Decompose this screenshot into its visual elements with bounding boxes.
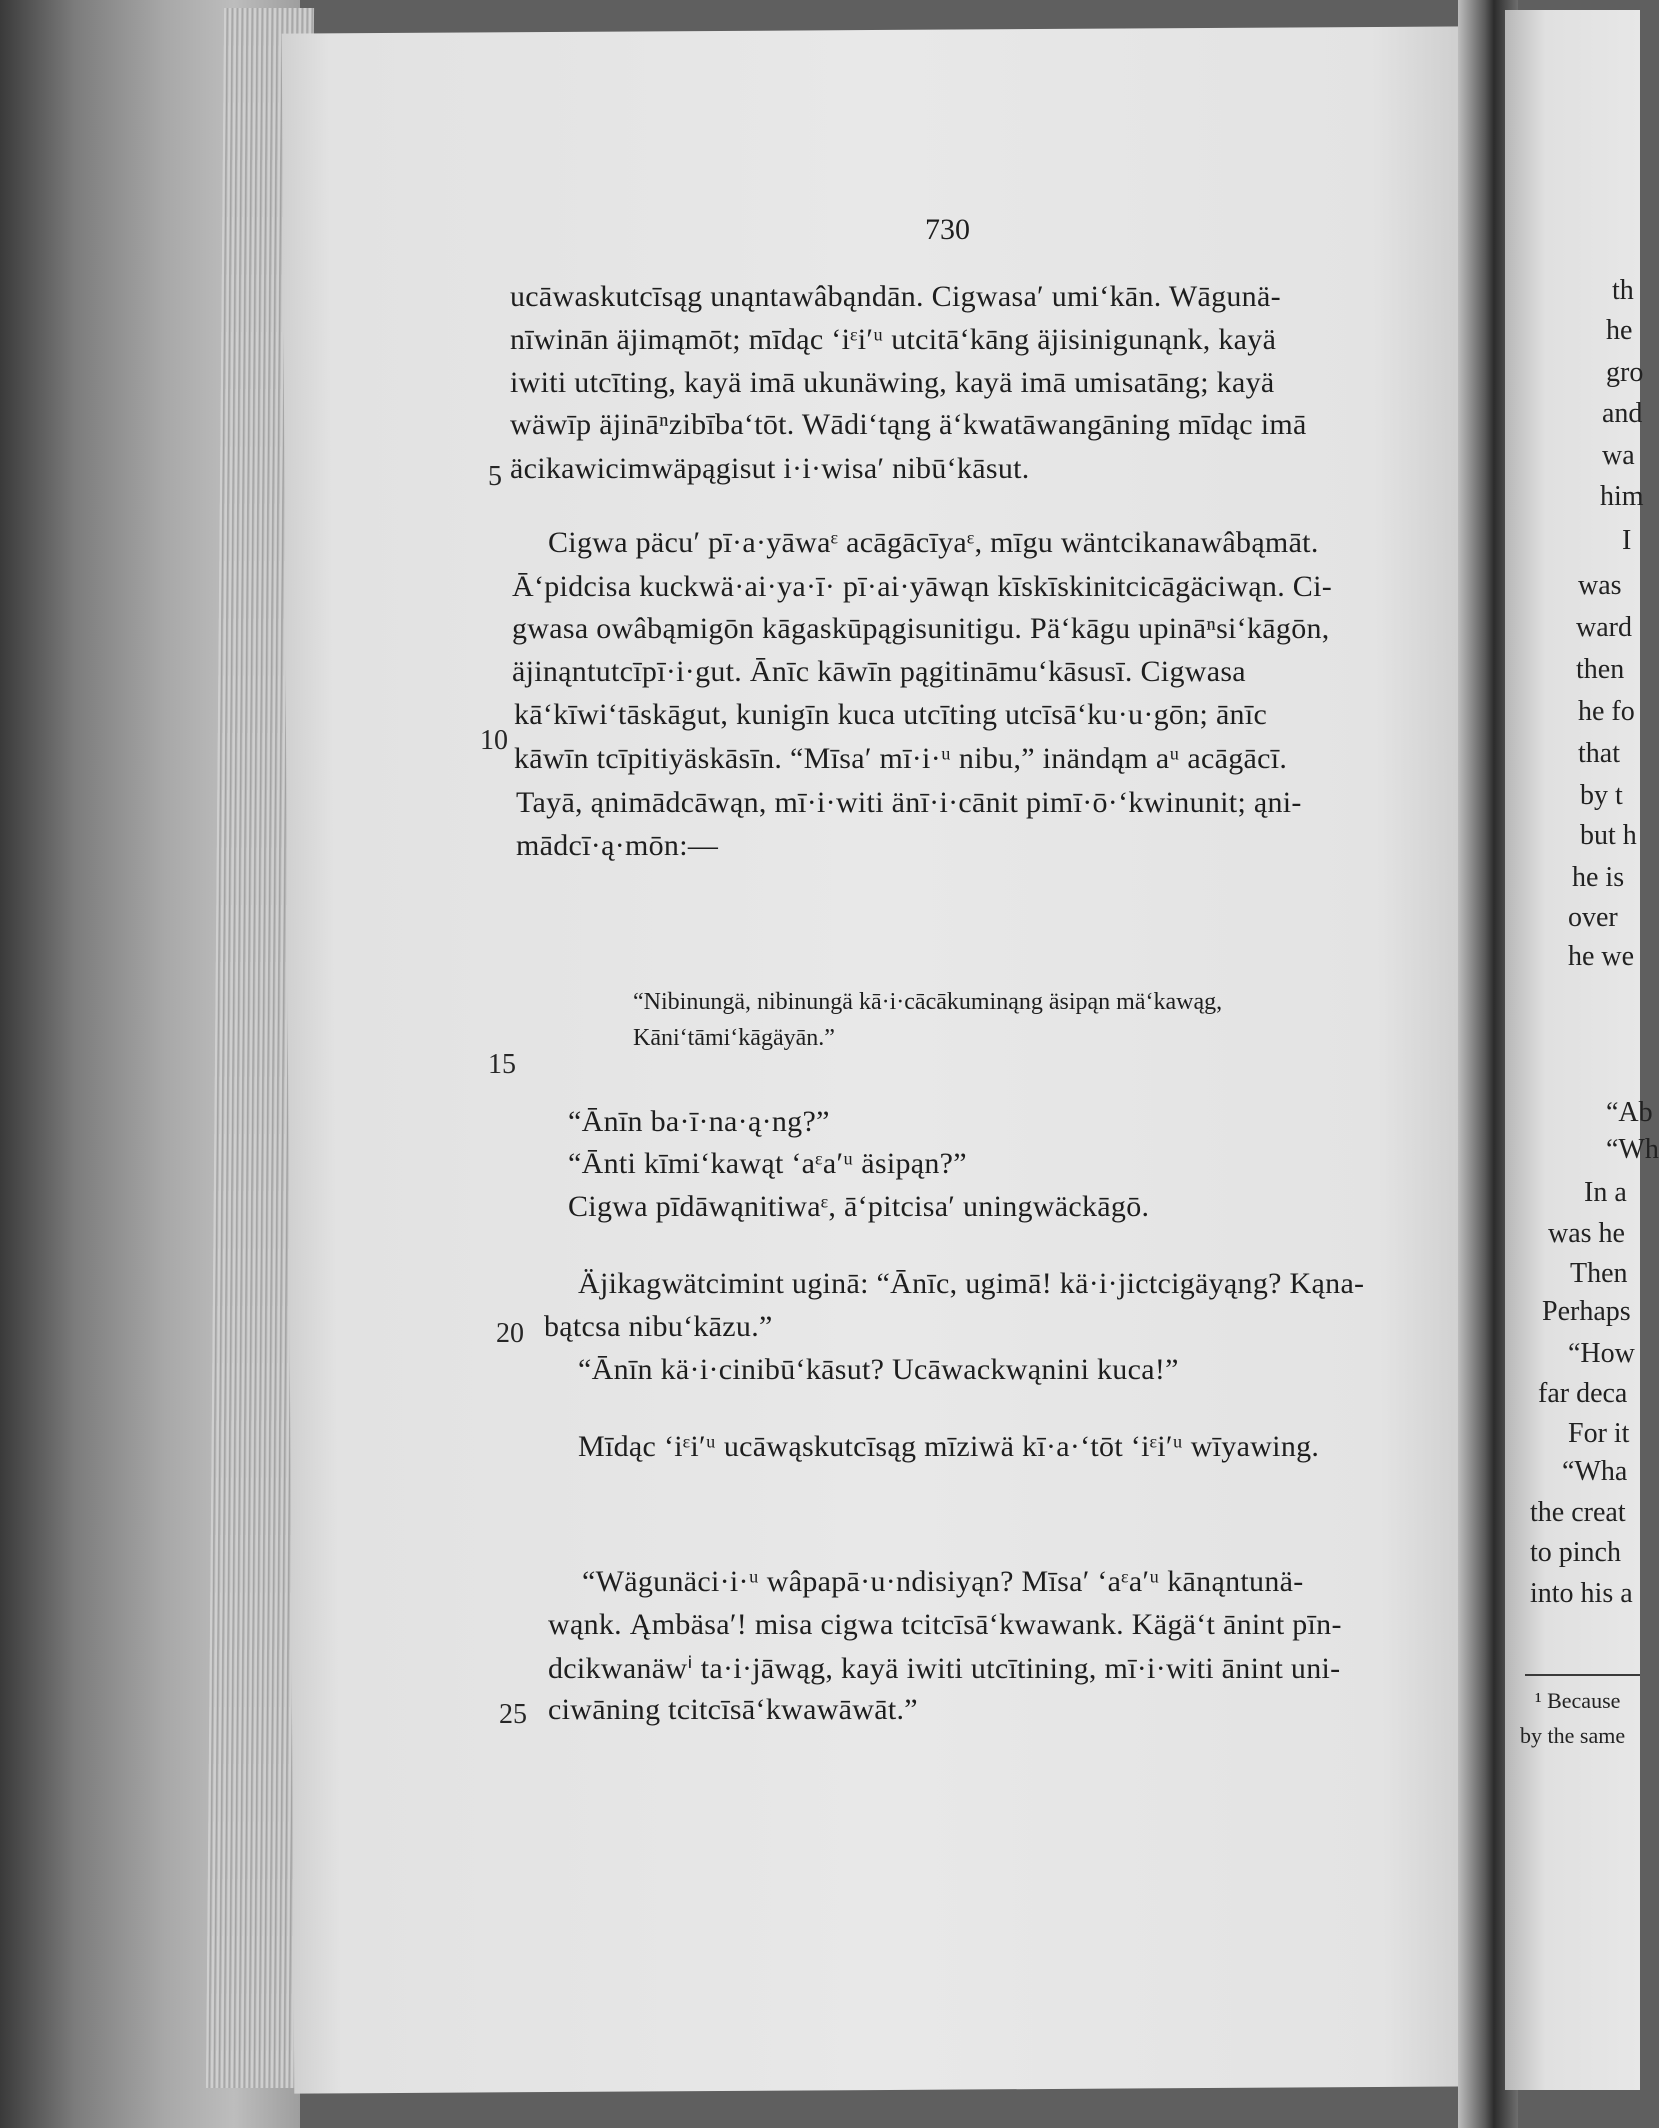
text-line: nīwinān äjimąmōt; mīdąc ‘iᵋi′ᵘ utcitā‘kāng äjisinigunąnk, kayä (510, 323, 1277, 356)
text-line: dcikwanäwⁱ ta·i·jāwąg, kayä iwiti utcītining, mī·i·witi ānint uni- (548, 1652, 1341, 1685)
right-page-fragment: “Ab (1606, 1097, 1653, 1128)
right-page-fragment: gro (1606, 357, 1644, 388)
text-line: bątcsa nibu‘kāzu.” (544, 1310, 773, 1343)
text-line: “Ānti kīmi‘kawąt ‘aᵋa′ᵘ äsipąn?” (568, 1147, 967, 1180)
right-page-fragment: by t (1580, 780, 1623, 811)
right-page-fragment: In a (1584, 1177, 1627, 1208)
right-page-fragment: “Wha (1562, 1456, 1628, 1487)
text-line: Tayā, ąnimādcāwąn, mī·i·witi änī·i·cānit pimī·ō·‘kwinunit; ąni- (516, 786, 1302, 819)
text-line: “Ānīn ba·ī·na·ą·ng?” (568, 1105, 830, 1138)
right-page-fragment: over (1568, 902, 1618, 933)
text-line: “Wägunäci·i·ᵘ wâpapā·u·ndisiyąn? Mīsa′ ‘aᵋa′ᵘ kānąntunä- (582, 1565, 1304, 1598)
right-page-fragment: “Wh (1606, 1134, 1659, 1165)
text-line: wäwīp äjināⁿzibība‘tōt. Wādi‘tąng ä‘kwatāwangāning mīdąc imā (510, 408, 1307, 441)
right-page-fragment: Perhaps (1542, 1296, 1631, 1327)
right-page-fragment: him (1600, 481, 1644, 512)
right-page-fragment: wa (1602, 440, 1635, 471)
right-page-fragment: ward (1576, 612, 1632, 643)
song-line: “Nibinungä, nibinungä kā·i·cācākuminąng äsipąn mä‘kawąg, (633, 989, 1223, 1015)
right-page-fragment: to pinch (1530, 1537, 1621, 1568)
paragraph-3: Mīdąc ‘iᵋi′ᵘ ucāwąskutcīsąg mīziwä kī·a·‘tōt ‘iᵋi′ᵘ wīyawing. (578, 1430, 1320, 1463)
text-line: Cigwa pīdāwąnitiwaᵋ, ā‘pitcisa′ uningwäckāgō. (568, 1190, 1150, 1223)
right-page-fragment: was (1578, 570, 1622, 601)
text-line: Ā‘pidcisa kuckwä·ai·ya·ī· pī·ai·yāwąn kīskīskinitcicāgäciwąn. Ci- (512, 570, 1333, 603)
text-line: äcikawicimwäpągisut i·i·wisa′ nibū‘kāsut. (510, 452, 1030, 485)
page-number: 730 (925, 213, 970, 246)
text-line: gwasa owâbąmigōn kāgaskūpągisunitigu. Pä‘kāgu upināⁿsi‘kāgōn, (512, 612, 1330, 645)
right-page-fragment: he (1606, 315, 1633, 346)
text-line: “Ānīn kä·i·cinibū‘kāsut? Ucāwackwąnini kuca!” (578, 1353, 1179, 1386)
right-page-fragment: then (1576, 654, 1625, 685)
text-line: ciwāning tcitcīsā‘kwawāwāt.” (548, 1693, 918, 1726)
right-page-fragment: far deca (1538, 1378, 1628, 1409)
right-page-fragment: that (1578, 738, 1620, 769)
right-page-fragment: but h (1580, 820, 1637, 851)
footnote-fragment: by the same (1520, 1723, 1626, 1748)
right-page-fragment: he we (1568, 941, 1635, 972)
text-line: wąnk. Ąmbäsa′! misa cigwa tcitcīsā‘kwawank. Kägä‘t ānint pīn- (548, 1608, 1342, 1641)
right-page-fragment: and (1602, 398, 1643, 429)
line-number: 5 (488, 461, 502, 492)
text-line: kā‘kīwi‘tāskāgut, kunigīn kuca utcīting utcīsā‘ku·u·gōn; ānīc (514, 698, 1268, 731)
text-line: äjinąntutcīpī·i·gut. Ānīc kāwīn pągitināmu‘kāsusī. Cigwasa (512, 655, 1246, 688)
text-line: kāwīn tcīpitiyäskāsīn. “Mīsa′ mī·i·ᵘ nibu,” inändąm aᵘ acāgācī. (514, 742, 1288, 775)
footnote-rule (1525, 1674, 1640, 1676)
right-page-fragment: was he (1548, 1218, 1625, 1249)
right-page-fragment: th (1612, 275, 1634, 306)
right-page-fragment: “How (1568, 1338, 1635, 1369)
right-page-fragment: the creat (1530, 1497, 1626, 1528)
text-line: Äjikagwätcimint uginā: “Ānīc, ugimā! kä·i·jictcigäyąng? Kąna- (578, 1267, 1365, 1300)
right-page-fragment: For it (1568, 1418, 1630, 1449)
line-number: 15 (488, 1049, 516, 1080)
song-line: Kāni‘tāmi‘kāgäyān.” (633, 1025, 835, 1051)
right-page-fragment: I (1622, 525, 1632, 556)
footnote-fragment: ¹ Because (1535, 1688, 1621, 1713)
text-line: ucāwaskutcīsąg unąntawâbąndān. Cigwasa′ umi‘kān. Wāgunä- (510, 280, 1281, 313)
text-line: mādcī·ą·mōn:— (516, 829, 719, 862)
line-number: 25 (499, 1699, 527, 1730)
text-line: Cigwa päcu′ pī·a·yāwaᵋ acāgācīyaᵋ, mīgu wäntcikanawâbąmāt. (548, 526, 1319, 559)
line-number: 10 (480, 725, 508, 756)
right-page-fragment: he fo (1578, 696, 1635, 727)
right-page-fragment: he is (1572, 862, 1625, 893)
right-page-fragment: into his a (1530, 1578, 1633, 1609)
right-page-fragment: Then (1570, 1258, 1628, 1289)
text-line: iwiti utcīting, kayä imā ukunäwing, kayä imā umisatāng; kayä (510, 366, 1275, 399)
line-number: 20 (496, 1318, 524, 1349)
